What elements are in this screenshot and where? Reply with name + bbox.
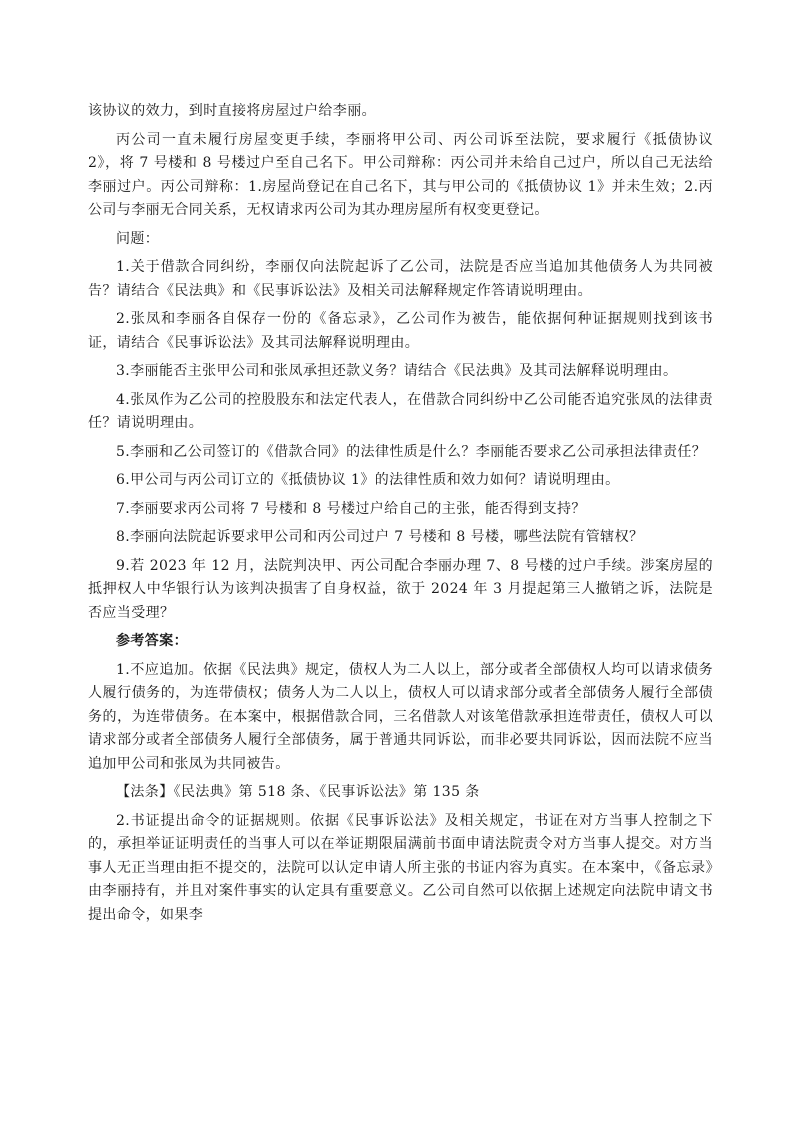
paragraph: 1.不应追加。依据《民法典》规定，债权人为二人以上，部分或者全部债权人均可以请求债务人履行债务的，为连带债权；债务人为二人以上，债权人可以请求部分或者全部债务人履行全部债务的，为连带债务。在本案中，根据借款合同，三名借款人对该笔借款承担连带责任，债权人可以请求部分或者全部债务人履行全部债务，属于普通共同诉讼，而非必要共同诉讼，因而法院不应当追加甲公司和张凤为共同被告。 — [88, 661, 713, 772]
document-page — [88, 100, 713, 932]
paragraph: 9.若 2023 年 12 月，法院判决甲、丙公司配合李丽办理 7、8 号楼的过户手续。涉案房屋的抵押权人中华银行认为该判决损害了自身权益，欲于 2024 年 3 月提起第三人撤销之诉，法院是否应当受理？ — [88, 557, 713, 621]
paragraph: 5.李丽和乙公司签订的《借款合同》的法律性质是什么？李丽能否要求乙公司承担法律责任？ — [116, 443, 707, 460]
paragraph: 7.李丽要求丙公司将 7 号楼和 8 号楼过户给自己的主张，能否得到支持？ — [116, 500, 586, 517]
paragraph: 该协议的效力，到时直接将房屋过户给李丽。 — [88, 103, 376, 119]
section-heading: 参考答案： — [116, 633, 188, 649]
paragraph: 2.书证提出命令的证据规则。依据《民事诉讼法》及相关规定，书证在对方当事人控制之下的，承担举证证明责任的当事人可以在举证期限届满前书面申请法院责令对方当事人提交。对方当事人无正当理由拒不提交的，法院可以认定申请人所主张的书证内容为真实。在本案中，《备忘录》由李丽持有，并且对案件事实的认定具有重要意义。乙公司自然可以依据上述规定向法院申请文书提出命令，如果李 — [88, 812, 713, 923]
paragraph: 问题： — [116, 230, 160, 247]
paragraph: 8.李丽向法院起诉要求甲公司和丙公司过户 7 号楼和 8 号楼，哪些法院有管辖权？ — [116, 529, 644, 545]
paragraph: 4.张凤作为乙公司的控股股东和法定代表人，在借款合同纠纷中乙公司能否追究张凤的法律责任？请说明理由。 — [88, 391, 713, 431]
paragraph: 1.关于借款合同纠纷，李丽仅向法院起诉了乙公司，法院是否应当追加其他债务人为共同被告？请结合《民法典》和《民事诉讼法》及相关司法解释规定作答请说明理由。 — [88, 259, 713, 299]
paragraph: 3.李丽能否主张甲公司和张凤承担还款义务？请结合《民法典》及其司法解释说明理由。 — [116, 363, 678, 379]
paragraph: 2.张凤和李丽各自保存一份的《备忘录》，乙公司作为被告，能依据何种证据规则找到该书证，请结合《民事诉讼法》及其司法解释说明理由。 — [88, 311, 713, 351]
paragraph: 丙公司一直未履行房屋变更手续，李丽将甲公司、丙公司诉至法院，要求履行《抵债协议 2》，将 7 号楼和 8 号楼过户至自己名下。甲公司辩称：丙公司并未给自己过户，所以自己无法给李丽过户。丙公司辩称：1.房屋尚登记在自己名下，其与甲公司的《抵债协议 1》并未生效；2.丙公司与李丽无合同关系，无权请求丙公司为其办理房屋所有权变更登记。 — [88, 131, 713, 218]
paragraph: 6.甲公司与丙公司订立的《抵债协议 1》的法律性质和效力如何？请说明理由。 — [116, 472, 620, 488]
paragraph: 【法条】《民法典》第 518 条、《民事诉讼法》第 135 条 — [116, 784, 480, 800]
